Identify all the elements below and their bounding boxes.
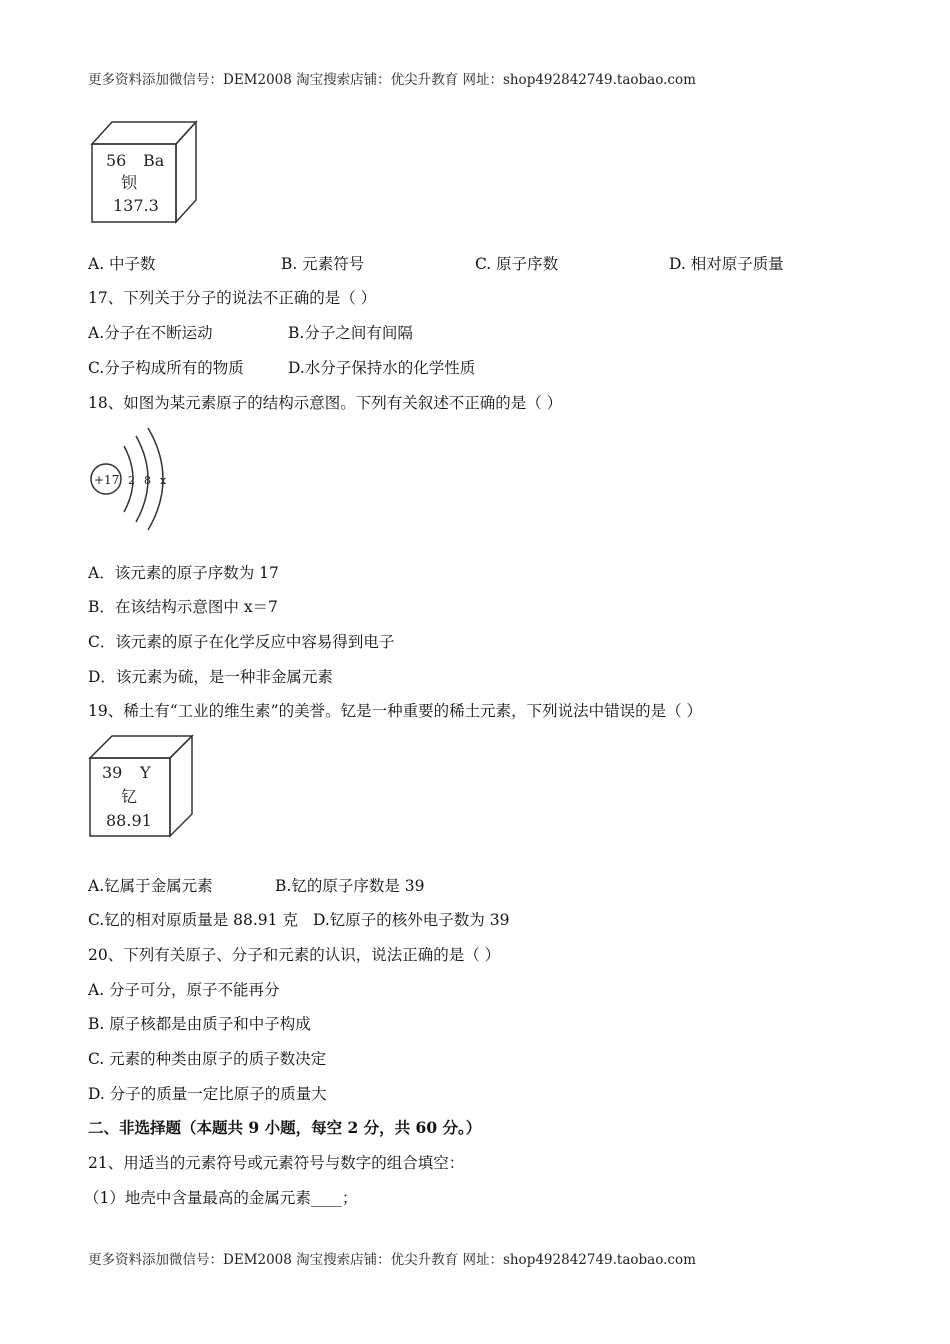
shell-1-electrons: 2	[128, 474, 135, 487]
q20-option-a: A. 分子可分，原子不能再分	[88, 981, 280, 999]
q16-option-a: A. 中子数	[88, 255, 156, 273]
ba-mass: 137.3	[113, 196, 159, 215]
q18-option-c: C．该元素的原子在化学反应中容易得到电子	[88, 633, 395, 651]
ba-symbol: Ba	[143, 151, 165, 170]
q19-option-c: C.钇的相对原质量是 88.91 克	[88, 911, 298, 929]
q19-stem: 19、稀土有“工业的维生素”的美誉。钇是一种重要的稀土元素，下列说法中错误的是（ ）	[88, 702, 703, 720]
y-name: 钇	[121, 787, 138, 806]
section-2-heading: 二、非选择题（本题共 9 小题，每空 2 分，共 60 分。）	[88, 1118, 482, 1137]
shell-2-electrons: 8	[144, 474, 151, 487]
element-cell-ba	[88, 118, 200, 226]
q18-stem: 18、如图为某元素原子的结构示意图。下列有关叙述不正确的是（ ）	[88, 394, 563, 412]
page-footer: 更多资料添加微信号：DEM2008 淘宝搜索店铺：优尖升教育 网址：shop492842749.taobao.com	[88, 1252, 696, 1268]
q19-option-d: D.钇原子的核外电子数为 39	[313, 911, 510, 929]
q16-option-d: D. 相对原子质量	[669, 255, 784, 273]
page-header: 更多资料添加微信号：DEM2008 淘宝搜索店铺：优尖升教育 网址：shop492842749.taobao.com	[88, 72, 696, 88]
q20-option-b: B. 原子核都是由质子和中子构成	[88, 1015, 311, 1033]
ba-atomic-number: 56	[106, 151, 127, 170]
shell-3-electrons: x	[160, 474, 167, 487]
q20-option-c: C. 元素的种类由原子的质子数决定	[88, 1050, 327, 1068]
q17-option-d: D.水分子保持水的化学性质	[288, 359, 476, 377]
y-atomic-number: 39	[102, 763, 123, 782]
q17-stem: 17、下列关于分子的说法不正确的是（ ）	[88, 289, 377, 307]
q18-option-a: A．该元素的原子序数为 17	[88, 564, 279, 582]
y-mass: 88.91	[106, 811, 152, 830]
q17-option-b: B.分子之间有间隔	[288, 324, 413, 342]
q20-option-d: D. 分子的质量一定比原子的质量大	[88, 1085, 327, 1103]
q21-part-1: （1）地壳中含量最高的金属元素____；	[84, 1189, 358, 1207]
q19-option-b: B.钇的原子序数是 39	[275, 877, 425, 895]
q17-option-a: A.分子在不断运动	[88, 324, 213, 342]
q16-option-c: C. 原子序数	[475, 255, 559, 273]
ba-name: 钡	[121, 173, 138, 192]
q21-stem: 21、用适当的元素符号或元素符号与数字的组合填空：	[88, 1154, 465, 1172]
q18-option-d: D．该元素为硫，是一种非金属元素	[88, 668, 333, 686]
element-cell-y	[86, 732, 198, 840]
q20-stem: 20、下列有关原子、分子和元素的认识，说法正确的是（ ）	[88, 946, 501, 964]
y-symbol: Y	[140, 763, 151, 782]
nucleus-charge: +17	[94, 473, 120, 487]
q17-option-c: C.分子构成所有的物质	[88, 359, 244, 377]
atom-structure-diagram	[86, 424, 176, 534]
q18-option-b: B．在该结构示意图中 x＝7	[88, 598, 278, 616]
q19-option-a: A.钇属于金属元素	[88, 877, 213, 895]
q16-option-b: B. 元素符号	[281, 255, 365, 273]
